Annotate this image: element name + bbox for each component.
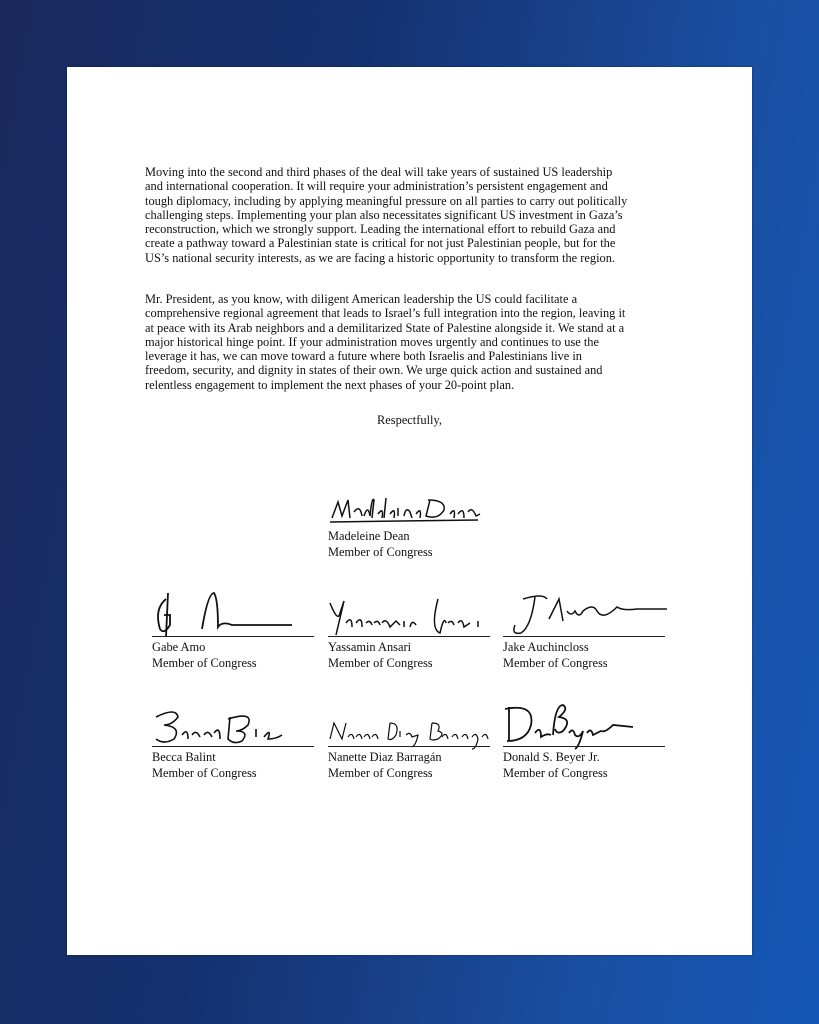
paragraph-line: Mr. President, as you know, with diligent American leadership the US could facilitate a <box>145 292 578 306</box>
signatory-name: Jake Auchincloss <box>503 640 589 654</box>
signature-block-barragan <box>328 747 498 781</box>
signature-block-balint <box>152 747 322 781</box>
paragraph-line: US’s national security interests, as we are facing a historic opportunity to transform the region. <box>145 250 616 265</box>
signature-block-amo <box>152 637 322 671</box>
paragraph-line: tough diplomacy, including by applying meaningful pressure on all parties to carry out politically <box>145 193 628 208</box>
paragraph-line: relentless engagement to implement the next phases of your 20-point plan. <box>145 377 515 392</box>
signatory-name: Becca Balint <box>152 750 216 764</box>
signature-image <box>152 699 322 749</box>
paragraph-line: comprehensive regional agreement that leads to Israel’s full integration into the region, leaving it <box>145 306 626 321</box>
signature-block-auchincloss <box>503 637 673 671</box>
signatory-name: Yassamin Ansari <box>328 640 412 654</box>
paragraph-line: Moving into the second and third phases of the deal will take years of sustained US leadership <box>145 165 613 179</box>
paragraph-1 <box>145 165 627 265</box>
paragraph-line: at peace with its Arab neighbors and a demilitarized State of Palestine alongside it. We stand at a <box>145 320 625 335</box>
signature-image <box>328 478 498 528</box>
signature-image <box>503 589 673 639</box>
signature-line <box>503 746 665 747</box>
letter-page <box>67 67 752 955</box>
paragraph-line: leverage it has, we can move toward a future where both Israelis and Palestinians live in <box>145 349 582 364</box>
signature-line <box>328 636 490 637</box>
signatory-name: Gabe Amo <box>152 640 206 654</box>
signatory-name: Madeleine Dean <box>328 529 410 543</box>
paragraph-line: major historical hinge point. If your administration moves urgently and continues to use the <box>145 334 600 349</box>
signatory-title: Member of Congress <box>503 766 608 780</box>
signature-line <box>152 636 314 637</box>
signature-block-beyer <box>503 747 673 781</box>
signature-image <box>328 699 498 749</box>
signature-block-dean <box>328 526 498 560</box>
signatory-title: Member of Congress <box>328 656 433 670</box>
signatory-title: Member of Congress <box>503 656 608 670</box>
paragraph-line: challenging steps. Implementing your plan also necessitates significant US investment in Gaza’s <box>145 207 623 222</box>
signatory-title: Member of Congress <box>152 656 257 670</box>
signature-image <box>503 699 673 749</box>
signatory-name: Nanette Diaz Barragán <box>328 750 442 764</box>
signature-block-ansari <box>328 637 498 671</box>
signature-line <box>152 746 314 747</box>
signatory-name: Donald S. Beyer Jr. <box>503 750 600 764</box>
paragraph-line: reconstruction, which we strongly support. Leading the international effort to rebuild Gaza and <box>145 222 616 237</box>
paragraph-2 <box>145 292 625 392</box>
signature-line <box>503 636 665 637</box>
signature-image <box>152 589 322 639</box>
paragraph-line: freedom, security, and dignity in states of their own. We urge quick action and sustained and <box>145 363 603 378</box>
signature-line <box>328 746 490 747</box>
paragraph-line: and international cooperation. It will require your administration’s persistent engagement and <box>145 179 608 194</box>
signature-image <box>328 589 498 639</box>
signatory-title: Member of Congress <box>328 766 433 780</box>
closing: Respectfully, <box>377 413 442 427</box>
signatory-title: Member of Congress <box>328 545 433 559</box>
signatory-title: Member of Congress <box>152 766 257 780</box>
paragraph-line: create a pathway toward a Palestinian state is critical for not just Palestinian people, but for the <box>145 236 616 251</box>
